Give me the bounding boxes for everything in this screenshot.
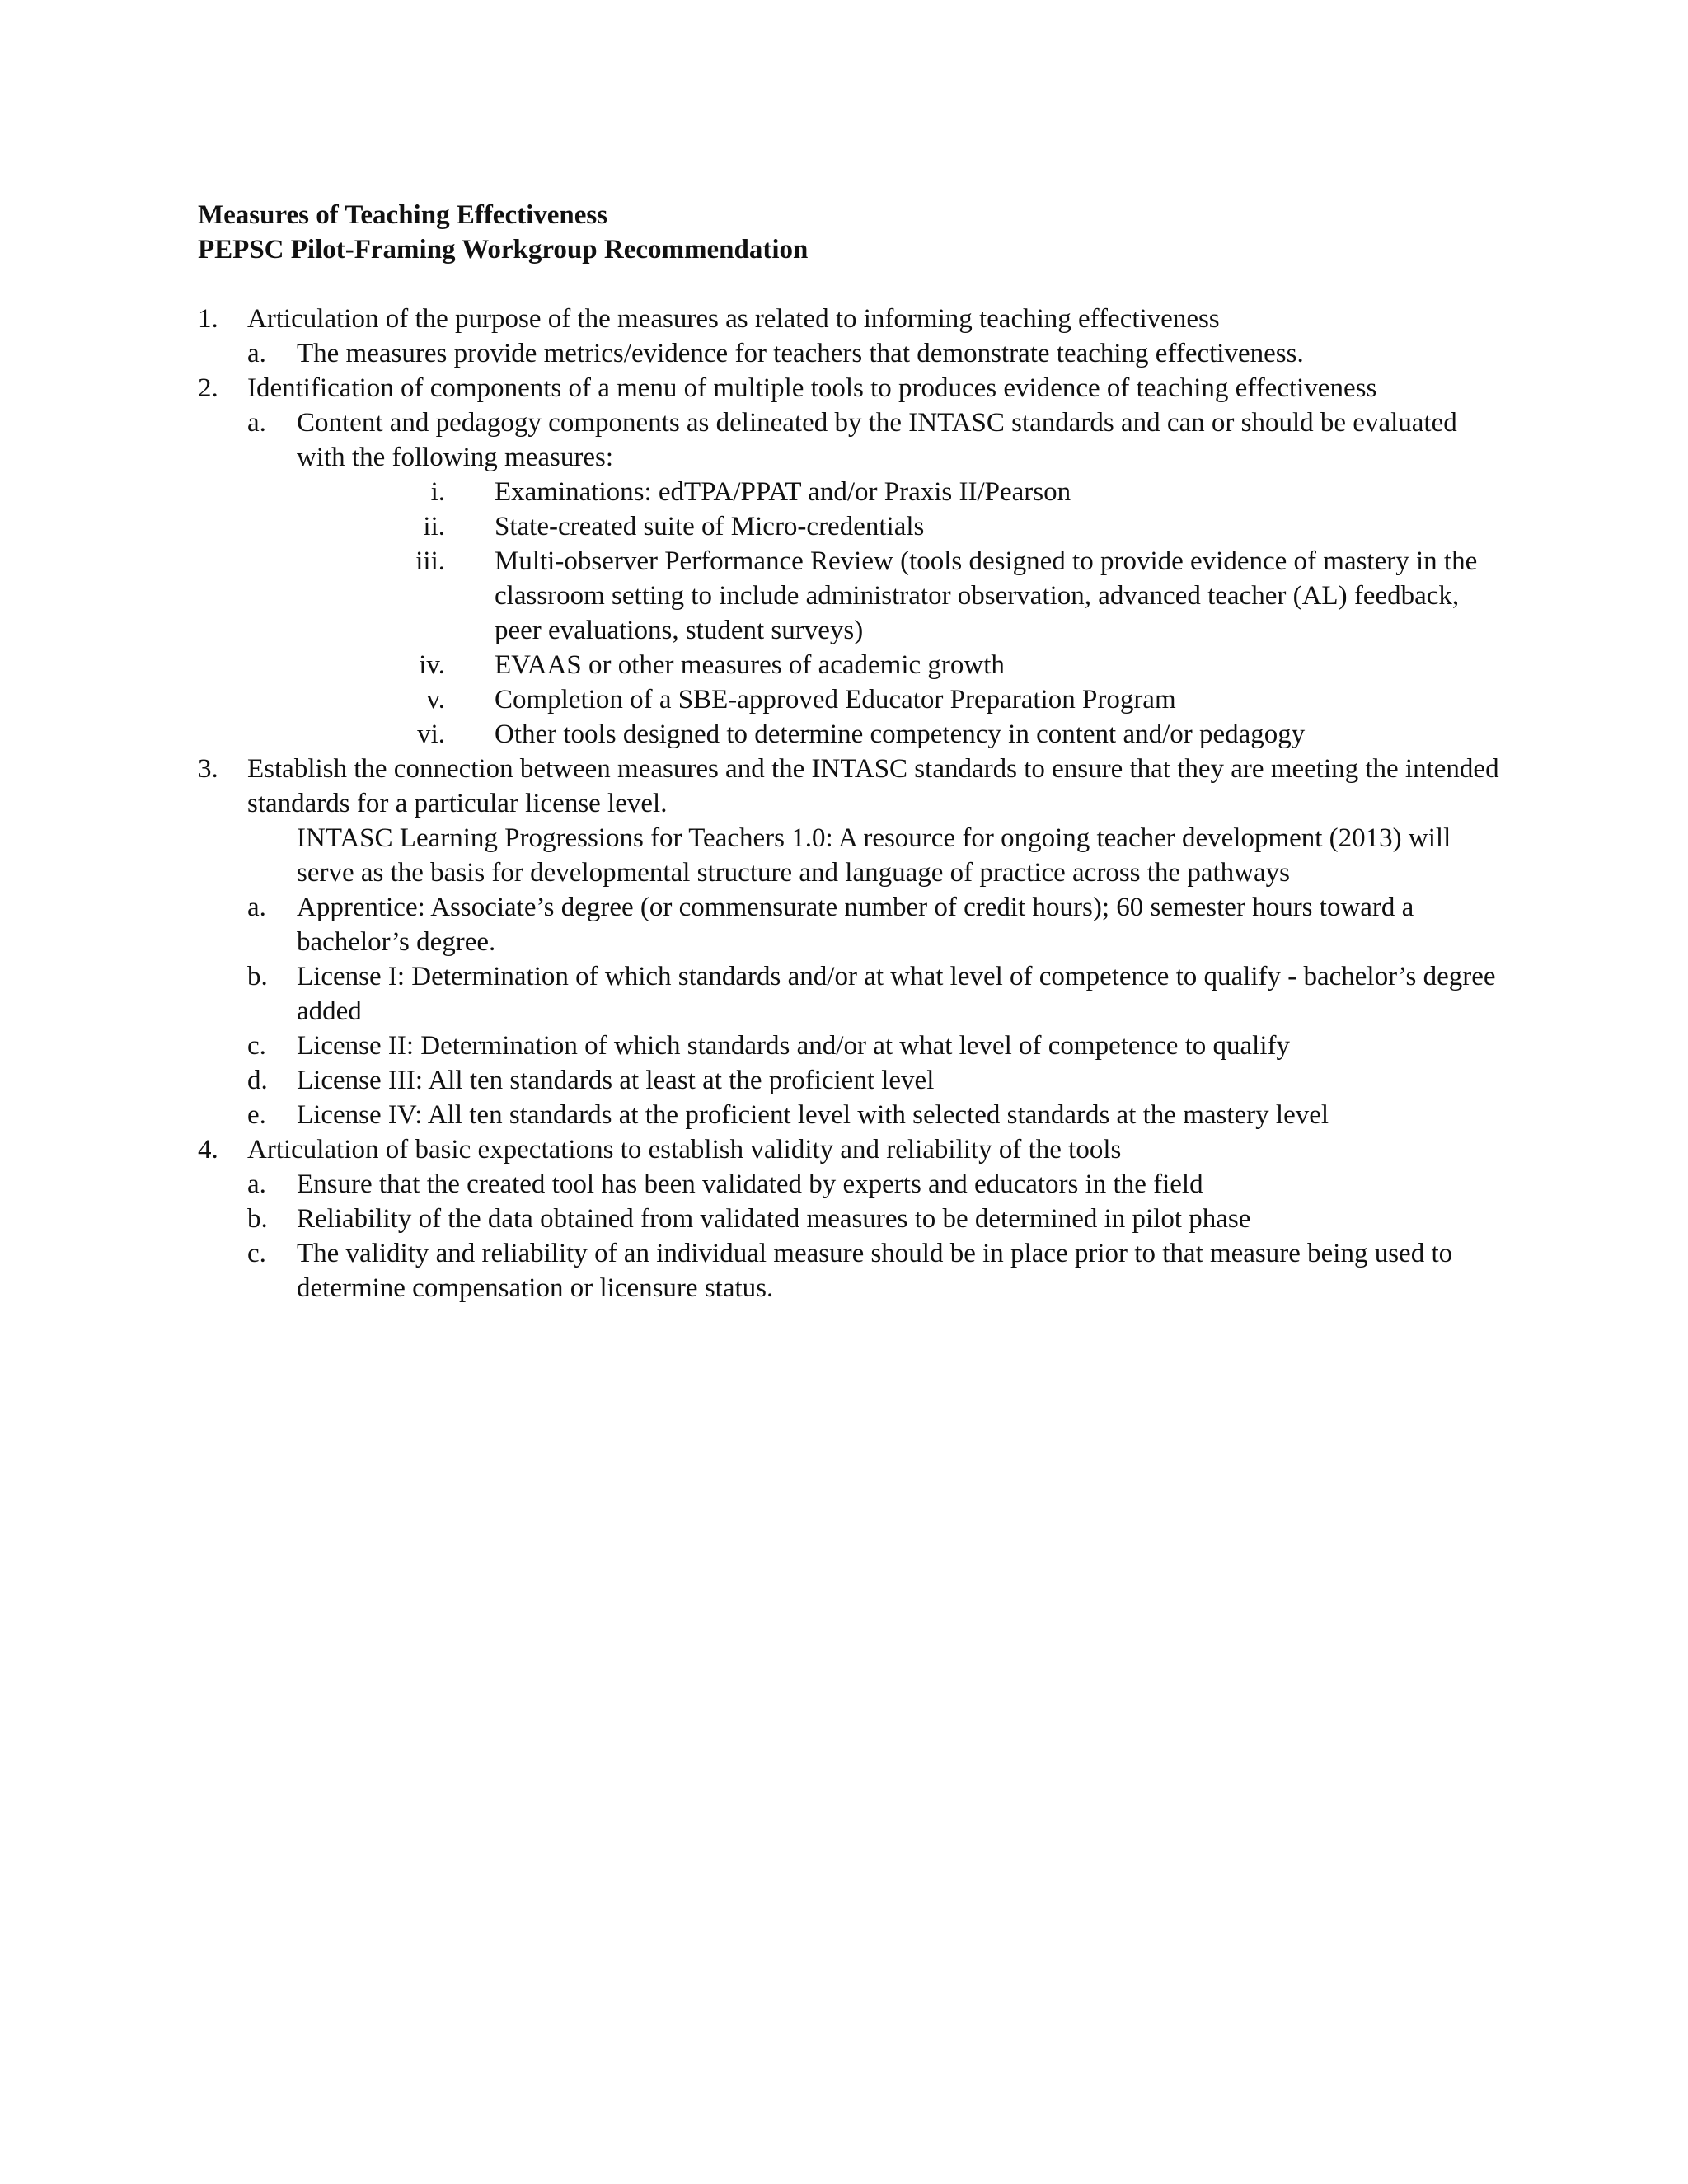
subitem-marker: iii. [415, 546, 445, 576]
item-marker: c. [247, 1239, 266, 1268]
item-text: License III: All ten standards at least at the proficient level [297, 1066, 935, 1095]
item-text: License I: Determination of which standards and/or at what level of competence to qualify - bachelor’s degree added [297, 962, 1496, 1026]
item-marker: b. [247, 1204, 268, 1234]
item-marker: a. [247, 1169, 266, 1199]
item-marker: a. [247, 893, 266, 922]
sub-list-item [198, 544, 1500, 648]
list-item [198, 1029, 1500, 1063]
section-text: Establish the connection between measures and the INTASC standards to ensure that they are meeting the intended standards for a particular license level. [247, 754, 1499, 818]
list-item [198, 959, 1500, 1029]
list-item [198, 1236, 1500, 1305]
item-marker: a. [247, 339, 266, 368]
section-2 [198, 371, 1500, 405]
section-4 [198, 1132, 1500, 1167]
section-1 [198, 302, 1500, 336]
section-number: 3. [198, 754, 218, 784]
list-item [198, 1167, 1500, 1202]
item-marker: e. [247, 1100, 266, 1130]
sub-list-item [198, 475, 1500, 509]
item-marker: c. [247, 1031, 266, 1061]
item-text: License IV: All ten standards at the proficient level with selected standards at the mastery level [297, 1100, 1329, 1130]
spacer [198, 267, 1500, 302]
sub-list-item [198, 717, 1500, 752]
item-text: Reliability of the data obtained from validated measures to be determined in pilot phase [297, 1204, 1251, 1234]
item-text: License II: Determination of which standards and/or at what level of competence to qualify [297, 1031, 1290, 1061]
item-marker: d. [247, 1066, 268, 1095]
section-3 [198, 752, 1500, 821]
subitem-text: EVAAS or other measures of academic growth [495, 650, 1005, 680]
item-text: Content and pedagogy components as delineated by the INTASC standards and can or should be evaluated with the following measures: [297, 408, 1457, 472]
subitem-marker: ii. [423, 512, 445, 541]
item-text: Ensure that the created tool has been validated by experts and educators in the field [297, 1169, 1203, 1199]
list-item [198, 1202, 1500, 1236]
list-item [198, 405, 1500, 475]
document-title: Measures of Teaching Effectiveness [198, 200, 608, 230]
sub-list-item [198, 682, 1500, 717]
list-item [198, 890, 1500, 959]
section-number: 4. [198, 1135, 218, 1165]
subitem-text: State-created suite of Micro-credentials [495, 512, 925, 541]
sub-list-item [198, 509, 1500, 544]
subitem-text: Multi-observer Performance Review (tools designed to provide evidence of mastery in the classroom setting to include administrator observation, advanced teacher (AL) feedback, peer evaluations, student surveys) [495, 546, 1478, 645]
document-subtitle: PEPSC Pilot-Framing Workgroup Recommendation [198, 235, 809, 265]
item-text: The validity and reliability of an individual measure should be in place prior to that measure being used to determine compensation or licensure status. [297, 1239, 1453, 1303]
subitem-text: Other tools designed to determine competency in content and/or pedagogy [495, 719, 1306, 749]
section-paragraph: INTASC Learning Progressions for Teachers 1.0: A resource for ongoing teacher development (2013) will serve as the basis for developmental structure and language of practice across the pathways [297, 823, 1451, 888]
subitem-marker: vi. [417, 719, 445, 749]
list-item [198, 336, 1500, 371]
section-text: Identification of components of a menu of multiple tools to produces evidence of teaching effectiveness [247, 373, 1377, 403]
section-number: 1. [198, 304, 218, 334]
subitem-marker: iv. [419, 650, 445, 680]
item-text: The measures provide metrics/evidence for teachers that demonstrate teaching effectiveness. [297, 339, 1304, 368]
subitem-marker: v. [426, 685, 445, 715]
section-text: Articulation of the purpose of the measures as related to informing teaching effectiveness [247, 304, 1220, 334]
section-text: Articulation of basic expectations to establish validity and reliability of the tools [247, 1135, 1122, 1165]
item-text: Apprentice: Associate’s degree (or commensurate number of credit hours); 60 semester hours toward a bachelor’s degree. [297, 893, 1414, 957]
section-number: 2. [198, 373, 218, 403]
subitem-text: Completion of a SBE-approved Educator Preparation Program [495, 685, 1176, 715]
subitem-text: Examinations: edTPA/PPAT and/or Praxis II/Pearson [495, 477, 1071, 507]
document-page [198, 198, 1500, 1305]
item-marker: a. [247, 408, 266, 438]
list-item [198, 1063, 1500, 1098]
list-item [198, 1098, 1500, 1132]
item-marker: b. [247, 962, 268, 991]
sub-list-item [198, 648, 1500, 682]
subitem-marker: i. [430, 477, 445, 507]
